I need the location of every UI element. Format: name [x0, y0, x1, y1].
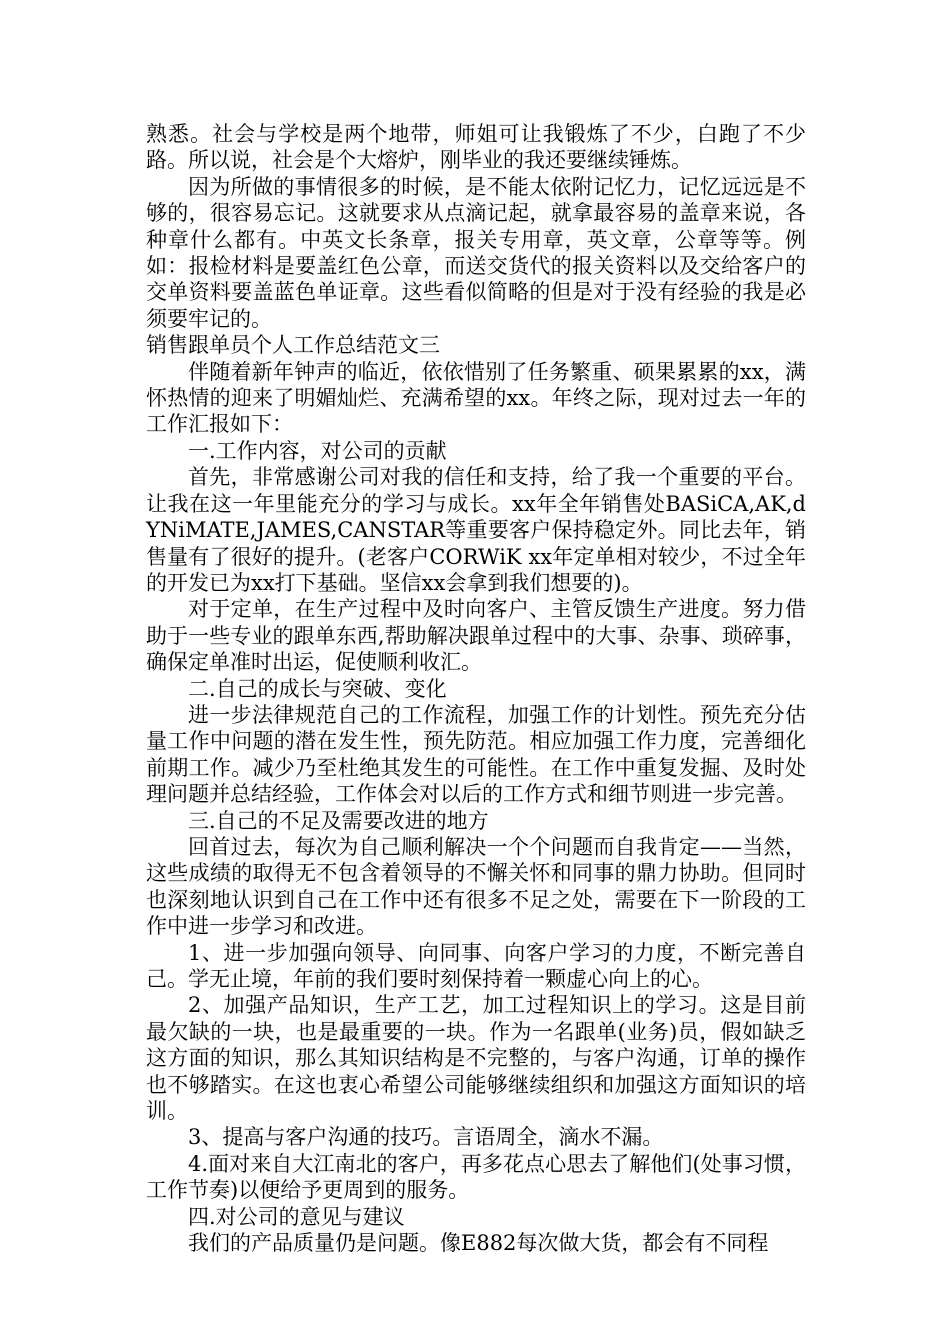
- list-item-1: 1、进一步加强向领导、向同事、向客户学习的力度，不断完善自己。学无止境，年前的我们要时刻保持着一颗虚心向上的心。: [146, 940, 806, 991]
- list-item-4: 4.面对来自大江南北的客户，再多花点心思去了解他们(处事习惯，工作节奏)以便给予更周到的服务。: [146, 1151, 806, 1203]
- paragraph-new-year: 伴随着新年钟声的临近，依依惜别了任务繁重、硕果累累的xx，满怀热情的迎来了明媚灿烂、充满希望的xx。年终之际，现对过去一年的工作汇报如下：: [146, 359, 806, 437]
- heading-shortcomings: 三.自己的不足及需要改进的地方: [188, 808, 489, 833]
- heading-growth: 二.自己的成长与突破、变化: [188, 676, 447, 701]
- list-item-3: 3、提高与客户沟通的技巧。言语周全，滴水不漏。: [188, 1125, 664, 1150]
- document-page: [146, 121, 806, 1256]
- list-item-2: 2、加强产品知识，生产工艺，加工过程知识上的学习。这是目前最欠缺的一块，也是最重要的一块。作为一名跟单(业务)员，假如缺乏这方面的知识，那么其知识结构是不完整的，与客户沟通，订单的操作也不够踏实。在这也衷心希望公司能够继续组织和加强这方面知识的培训。: [146, 993, 806, 1124]
- paragraph-process: 进一步法律规范自己的工作流程，加强工作的计划性。预先充分估量工作中问题的潜在发生性，预先防范。相应加强工作力度，完善细化前期工作。减少乃至杜绝其发生的可能性。在工作中重复发掘、及时处理问题并总结经验，工作体会对以后的工作方式和细节则进一步完善。: [146, 702, 806, 807]
- heading-suggestions: 四.对公司的意见与建议: [188, 1204, 405, 1229]
- paragraph-intro-continued: 熟悉。社会与学校是两个地带，师姐可让我锻炼了不少，白跑了不少路。所以说，社会是个大熔炉，刚毕业的我还要继续锤炼。: [146, 122, 806, 173]
- section-title: 销售跟单员个人工作总结范文三: [146, 333, 440, 358]
- paragraph-thanks: 首先，非常感谢公司对我的信任和支持，给了我一个重要的平台。让我在这一年里能充分的学习与成长。xx年全年销售处BASiCA,AK,dYNiMATE,JAMES,CANSTAR等重要客户保持稳定外。同比去年，销售量有了很好的提升。(老客户CORWiK xx年定单相对较少，不过全年的开发已为xx打下基础。坚信xx会拿到我们想要的)。: [146, 465, 806, 595]
- heading-work-content: 一.工作内容，对公司的贡献: [188, 438, 447, 463]
- paragraph-quality: 我们的产品质量仍是问题。像E882每次做大货，都会有不同程: [188, 1231, 769, 1256]
- paragraph-memory: 因为所做的事情很多的时候，是不能太依附记忆力，记忆远远是不够的，很容易忘记。这就要求从点滴记起，就拿最容易的盖章来说，各种章什么都有。中英文长条章，报关专用章，英文章，公章等等。例如：报检材料是要盖红色公章，而送交货代的报关资料以及交给客户的交单资料要盖蓝色单证章。这些看似简略的但是对于没有经验的我是必须要牢记的。: [146, 174, 806, 331]
- paragraph-orders: 对于定单，在生产过程中及时向客户、主管反馈生产进度。努力借助于一些专业的跟单东西,帮助解决跟单过程中的大事、杂事、琐碎事，确保定单准时出运，促使顺利收汇。: [146, 597, 806, 675]
- paragraph-looking-back: 回首过去，每次为自己顺利解决一个个问题而自我肯定——当然，这些成绩的取得无不包含着领导的不懈关怀和同事的鼎力协助。但同时也深刻地认识到自己在工作中还有很多不足之处，需要在下一阶段的工作中进一步学习和改进。: [146, 834, 806, 939]
